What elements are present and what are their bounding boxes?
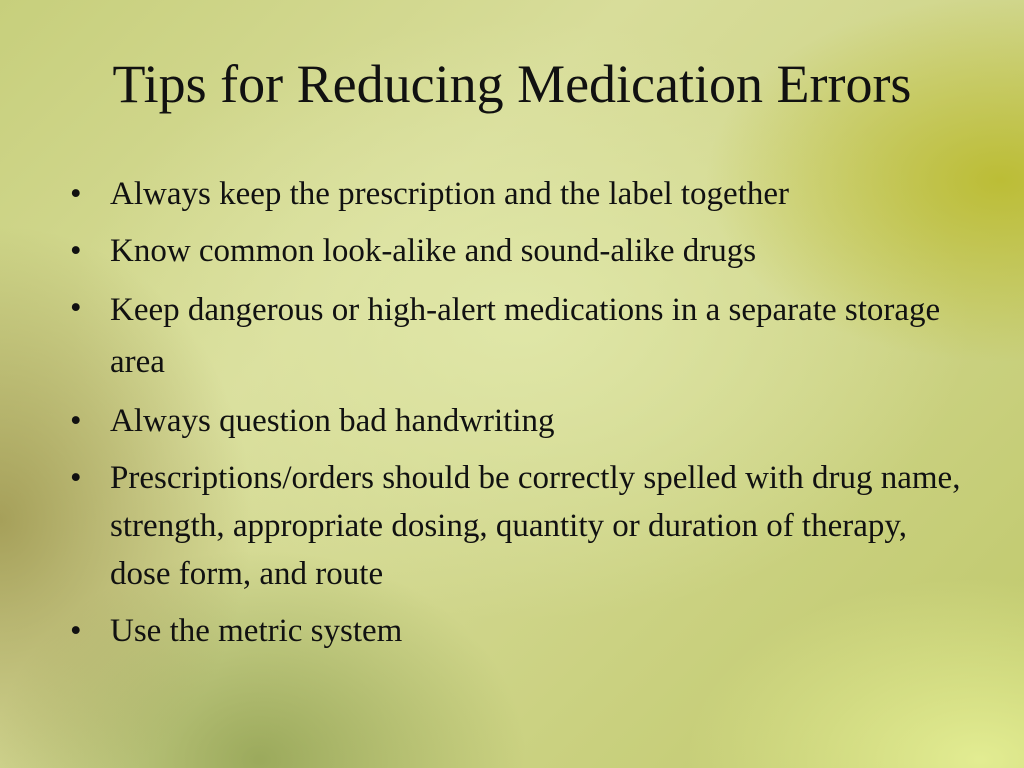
slide-title: Tips for Reducing Medication Errors [112, 54, 912, 114]
bullet-item [70, 454, 970, 598]
bullet-item [70, 227, 970, 275]
bullet-item [70, 284, 970, 388]
bullet-item [70, 397, 970, 445]
bullet-text: Always keep the prescription and the label together [110, 176, 790, 212]
bullet-text: Always question bad handwriting [110, 403, 555, 439]
bullet-marker: • [70, 233, 82, 269]
bullet-text: Keep dangerous or high-alert medications in a separate storage area [110, 292, 941, 380]
bullet-marker: • [70, 176, 82, 212]
bullet-text: Know common look-alike and sound-alike drugs [110, 233, 757, 269]
bullet-marker: • [70, 613, 82, 649]
bullet-marker: • [70, 460, 82, 496]
bullet-item [70, 170, 970, 218]
bullet-item [70, 607, 970, 655]
bullet-list [70, 170, 970, 664]
bullet-text: Use the metric system [110, 613, 403, 649]
bullet-marker: • [70, 403, 82, 439]
bullet-text: Prescriptions/orders should be correctly spelled with drug name, strength, appropriate dosing, quantity or duration of therapy, dose form, and route [110, 460, 961, 592]
bullet-marker: • [70, 290, 82, 326]
